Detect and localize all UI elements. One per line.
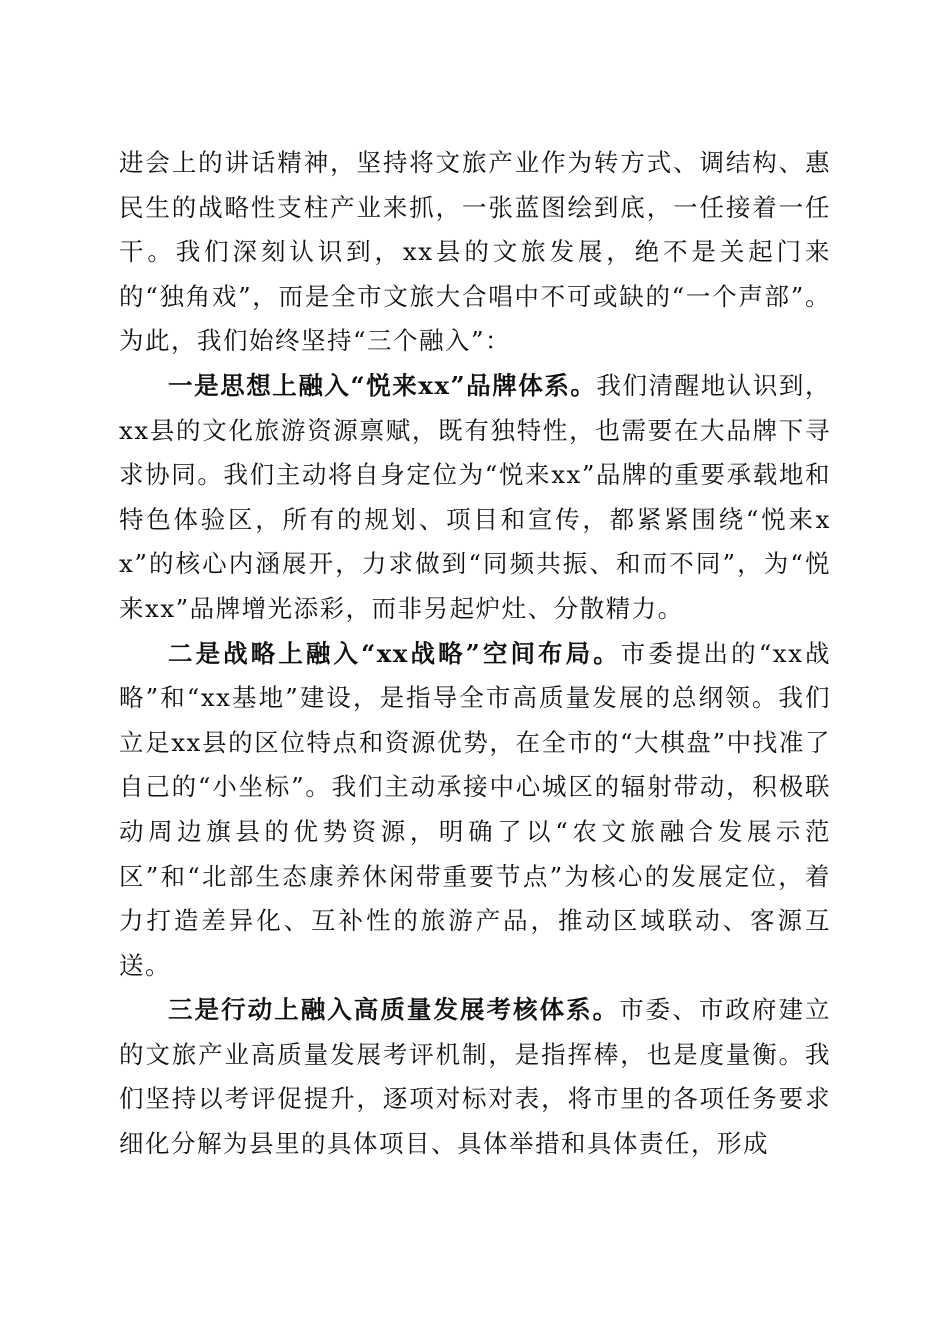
paragraph-first-point (119, 364, 831, 632)
paragraph-lead: 一是思想上融入“悦来xx”品牌体系。 (168, 370, 597, 400)
paragraph-text: 市委提出的“xx战略”和“xx基地”建设，是指导全市高质量发展的总纲领。我们立足xx县的区位特点和资源优势，在全市的“大棋盘”中找准了自己的“小坐标”。我们主动承接中心城区的辐射带动，积极联动周边旗县的优势资源，明确了以“农文旅融合发展示范区”和“北部生态康养休闲带重要节点”为核心的发展定位，着力打造差异化、互补性的旅游产品，推动区域联动、客源互送。 (119, 638, 831, 980)
paragraph-text: 进会上的讲话精神，坚持将文旅产业作为转方式、调结构、惠民生的战略性支柱产业来抓，一张蓝图绘到底，一任接着一任干。我们深刻认识到，xx县的文旅发展，绝不是关起门来的“独角戏”，而是全市文旅大合唱中不可或缺的“一个声部”。为此，我们始终坚持“三个融入”： (119, 148, 831, 356)
paragraph-text: 市委、市政府建立的文旅产业高质量发展考评机制，是指挥棒，也是度量衡。我们坚持以考评促提升，逐项对标对表，将市里的各项任务要求细化分解为县里的具体项目、具体举措和具体责任，形成 (119, 995, 832, 1159)
paragraph-second-point (119, 632, 831, 989)
paragraph-third-point (119, 988, 831, 1166)
paragraph-text: 我们清醒地认识到，xx县的文化旅游资源禀赋，既有独特性，也需要在大品牌下寻求协同。我们主动将自身定位为“悦来xx”品牌的重要承载地和特色体验区，所有的规划、项目和宣传，都紧紧围绕“悦来xx”的核心内涵展开，力求做到“同频共振、和而不同”，为“悦来xx”品牌增光添彩，而非另起炉灶、分散精力。 (119, 370, 831, 623)
paragraph-lead: 二是战略上融入“xx战略”空间布局。 (168, 638, 621, 668)
paragraph-lead: 三是行动上融入高质量发展考核体系。 (168, 995, 620, 1025)
paragraph-continuation (119, 141, 831, 364)
document-body (119, 141, 831, 1167)
